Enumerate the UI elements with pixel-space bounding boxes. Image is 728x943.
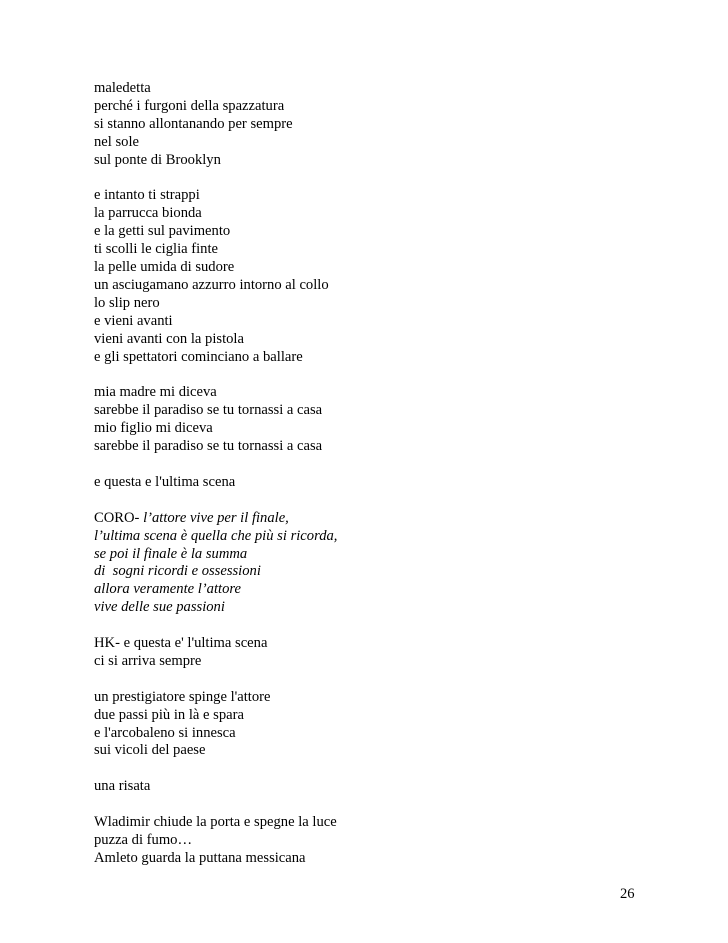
verse-line: di sogni ricordi e ossessioni [94, 563, 261, 580]
verse-line: due passi più in là e spara [94, 706, 244, 723]
verse-line: vieni avanti con la pistola [94, 330, 244, 347]
verse-line: Wladimir chiude la porta e spegne la luce [94, 814, 337, 831]
verse-line: la parrucca bionda [94, 205, 202, 222]
verse-line: Amleto guarda la puttana messicana [94, 849, 306, 866]
verse-line-coro [94, 510, 694, 528]
verse-line: nel sole [94, 133, 139, 150]
verse-line: HK- e questa e' l'ultima scena [94, 635, 268, 652]
verse-line: e vieni avanti [94, 312, 173, 329]
verse-line: sui vicoli del paese [94, 742, 206, 759]
stanza-8 [94, 778, 694, 796]
verse-line: una risata [94, 778, 151, 795]
verse-line: e questa e l'ultima scena [94, 473, 236, 490]
verse-line: vive delle sue passioni [94, 599, 225, 616]
stanza-1 [94, 80, 694, 170]
verse-line: la pelle umida di sudore [94, 259, 235, 276]
verse-line: ti scolli le ciglia finte [94, 241, 219, 258]
poem-text [94, 80, 694, 868]
verse-line: mio figlio mi diceva [94, 420, 213, 437]
verse-line: un asciugamano azzurro intorno al collo [94, 276, 329, 293]
stanza-2 [94, 187, 694, 366]
page-number: 26 [620, 886, 635, 902]
stanza-7 [94, 689, 694, 761]
verse-line: sarebbe il paradiso se tu tornassi a casa [94, 438, 323, 455]
verse-line: e la getti sul pavimento [94, 223, 231, 240]
verse-line: l’ultima scena è quella che più si ricorda, [94, 527, 338, 544]
verse-line: perché i furgoni della spazzatura [94, 97, 285, 114]
verse-line: e gli spettatori cominciano a ballare [94, 348, 303, 365]
verse-line: e intanto ti strappi [94, 187, 200, 204]
coro-first-line: l’attore vive per il finale, [143, 509, 289, 526]
verse-line: allora veramente l’attore [94, 581, 241, 598]
stanza-coro [94, 510, 694, 617]
verse-line: sul ponte di Brooklyn [94, 151, 221, 168]
verse-line: ci si arriva sempre [94, 652, 202, 669]
verse-line: se poi il finale è la summa [94, 545, 248, 562]
verse-line: un prestigiatore spinge l'attore [94, 688, 271, 705]
stanza-hk [94, 635, 694, 671]
verse-line: maledetta [94, 80, 151, 96]
verse-line: lo slip nero [94, 294, 160, 311]
stanza-3 [94, 384, 694, 456]
verse-line: e l'arcobaleno si innesca [94, 724, 236, 741]
stanza-9 [94, 814, 694, 868]
verse-line: mia madre mi diceva [94, 384, 217, 401]
coro-speaker-label: CORO- [94, 509, 144, 526]
verse-line: puzza di fumo… [94, 831, 193, 848]
verse-line: sarebbe il paradiso se tu tornassi a casa [94, 402, 323, 419]
stanza-4 [94, 474, 694, 492]
verse-line: si stanno allontanando per sempre [94, 115, 293, 132]
